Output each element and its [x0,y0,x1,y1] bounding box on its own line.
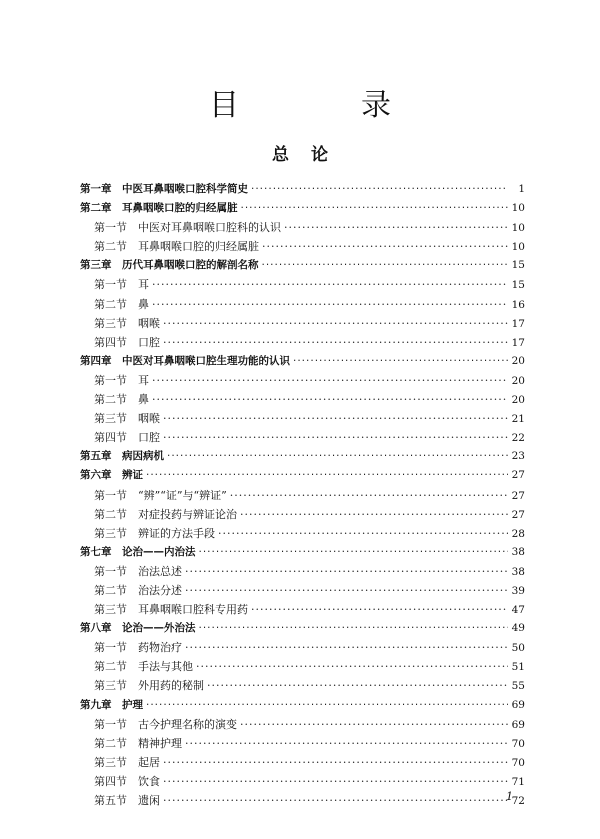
toc-entry-page: 71 [511,775,525,788]
toc-entry-label: 第一节 “辨”“证”与“辨证” [94,488,227,502]
toc-entry-label: 第四章 中医对耳鼻咽喉口腔生理功能的认识 [80,354,290,367]
toc-entry-page: 20 [511,374,525,387]
toc-entry-label: 第八章 论治——外治法 [80,622,196,635]
toc-entry-page: 49 [511,622,525,635]
toc-section-entry[interactable] [80,601,525,620]
dot-leader [152,374,508,387]
toc-entry-page: 69 [511,718,525,731]
dot-leader [167,450,508,462]
dot-leader [163,794,508,807]
toc-section-entry[interactable] [80,525,525,544]
toc-section-entry[interactable] [80,296,525,315]
dot-leader [230,489,508,502]
toc-entry-label: 第四节 饮食 [94,774,160,788]
toc-entry-label: 第五章 病因病机 [80,450,164,463]
toc-entry-label: 第二节 对症投药与辨证论治 [94,507,237,521]
toc-entry-label: 第四节 口腔 [94,335,160,349]
toc-entry-page: 10 [511,241,525,254]
dot-leader [218,527,508,540]
toc-entry-page: 15 [511,279,525,292]
toc-entry-page: 1 [518,183,525,195]
toc-section-entry[interactable] [80,735,525,754]
dot-leader [241,202,509,214]
toc-entry-page: 72 [511,795,525,807]
toc-entry-label: 第六章 辨证 [80,469,143,482]
table-of-contents [80,181,525,811]
toc-entry-page: 50 [511,642,525,655]
dot-leader [152,298,508,311]
toc-chapter-entry[interactable] [80,181,525,200]
dot-leader [240,718,508,731]
toc-entry-label: 第三章 历代耳鼻咽喉口腔的解剖名称 [80,259,259,272]
dot-leader [293,355,508,367]
toc-entry-label: 第三节 起居 [94,755,160,769]
dot-leader [163,336,508,349]
toc-entry-page: 51 [511,661,525,674]
toc-section-entry[interactable] [80,677,525,696]
toc-entry-label: 第四节 口腔 [94,431,160,445]
toc-section-entry[interactable] [80,372,525,391]
toc-chapter-entry[interactable] [80,697,525,716]
toc-section-entry[interactable] [80,792,525,811]
toc-entry-label: 第三节 辨证的方法手段 [94,526,215,540]
toc-chapter-entry[interactable] [80,353,525,372]
toc-section-entry[interactable] [80,391,525,410]
dot-leader [185,641,508,654]
dot-leader [185,565,508,578]
dot-leader [262,259,509,271]
toc-entry-label: 第二节 鼻 [94,297,149,311]
dot-leader [284,221,508,234]
toc-entry-label: 第七章 论治——内治法 [80,545,196,558]
toc-entry-label: 第一节 耳 [94,373,149,387]
toc-entry-page: 47 [511,604,525,617]
toc-section-entry[interactable] [80,639,525,658]
toc-section-entry[interactable] [80,315,525,334]
toc-entry-page: 17 [511,336,525,349]
toc-chapter-entry[interactable] [80,257,525,276]
dot-leader [262,240,508,253]
toc-entry-page: 20 [511,354,525,367]
toc-entry-page: 10 [511,202,525,215]
toc-entry-page: 17 [511,317,525,330]
dot-leader [240,508,508,521]
toc-section-entry[interactable] [80,276,525,295]
toc-entry-page: 21 [511,413,525,426]
toc-entry-label: 第二节 鼻 [94,393,149,407]
toc-entry-label: 第二节 精神护理 [94,736,182,750]
toc-entry-label: 第一节 治法总述 [94,564,182,578]
toc-entry-page: 27 [511,489,525,502]
toc-entry-label: 第五节 遗闲 [94,794,160,807]
toc-section-entry[interactable] [80,754,525,773]
toc-section-entry[interactable] [80,487,525,506]
page-title: 目 录 [209,88,437,123]
toc-chapter-entry[interactable] [80,448,525,467]
dot-leader [163,756,508,769]
toc-entry-label: 第一章 中医耳鼻咽喉口腔科学简史 [80,183,248,195]
toc-entry-label: 第三节 耳鼻咽喉口腔科专用药 [94,603,248,617]
toc-entry-page: 69 [511,698,525,711]
dot-leader [185,584,508,597]
dot-leader [251,183,508,195]
toc-entry-page: 55 [511,680,525,693]
dot-leader [196,660,508,673]
part-heading: 总论 [272,145,350,165]
toc-entry-label: 第三节 咽喉 [94,316,160,330]
dot-leader [152,393,508,406]
toc-chapter-entry[interactable] [80,620,525,639]
toc-entry-label: 第二节 手法与其他 [94,660,193,674]
toc-section-entry[interactable] [80,429,525,448]
toc-entry-page: 70 [511,737,525,750]
toc-section-entry[interactable] [80,506,525,525]
toc-entry-label: 第三节 外用药的秘制 [94,679,204,693]
dot-leader [163,317,508,330]
toc-section-entry[interactable] [80,238,525,257]
toc-entry-label: 第二节 耳鼻咽喉口腔的归经属脏 [94,240,259,254]
toc-entry-page: 38 [511,545,525,558]
toc-chapter-entry[interactable] [80,544,525,563]
dot-leader [251,603,508,616]
toc-entry-page: 38 [511,565,525,578]
dot-leader [199,622,509,634]
toc-section-entry[interactable] [80,219,525,238]
toc-section-entry[interactable] [80,563,525,582]
toc-section-entry[interactable] [80,716,525,735]
page-number: 1 [506,790,513,803]
dot-leader [199,546,509,558]
dot-leader [163,431,508,444]
toc-section-entry[interactable] [80,334,525,353]
toc-entry-page: 28 [511,527,525,540]
toc-section-entry[interactable] [80,773,525,792]
dot-leader [185,737,508,750]
dot-leader [146,699,508,711]
toc-entry-page: 27 [511,469,525,482]
toc-entry-page: 20 [511,394,525,407]
dot-leader [146,469,508,481]
toc-chapter-entry[interactable] [80,200,525,219]
dot-leader [163,775,508,788]
toc-entry-label: 第九章 护理 [80,698,143,711]
toc-section-entry[interactable] [80,582,525,601]
toc-section-entry[interactable] [80,658,525,677]
toc-section-entry[interactable] [80,410,525,429]
toc-entry-label: 第三节 咽喉 [94,412,160,426]
toc-entry-page: 23 [511,450,525,463]
toc-entry-page: 16 [511,298,525,311]
toc-entry-page: 22 [511,432,525,445]
toc-entry-page: 10 [511,222,525,235]
toc-entry-label: 第一节 古今护理名称的演变 [94,717,237,731]
toc-entry-label: 第二章 耳鼻咽喉口腔的归经属脏 [80,202,238,215]
dot-leader [163,412,508,425]
toc-entry-label: 第一节 药物治疗 [94,641,182,655]
toc-chapter-entry[interactable] [80,467,525,486]
toc-entry-label: 第一节 中医对耳鼻咽喉口腔科的认识 [94,221,281,235]
toc-entry-page: 27 [511,508,525,521]
dot-leader [152,278,508,291]
toc-entry-page: 15 [511,259,525,272]
dot-leader [207,679,508,692]
toc-entry-label: 第二节 治法分述 [94,583,182,597]
toc-entry-label: 第一节 耳 [94,278,149,292]
toc-entry-page: 70 [511,756,525,769]
toc-entry-page: 39 [511,584,525,597]
